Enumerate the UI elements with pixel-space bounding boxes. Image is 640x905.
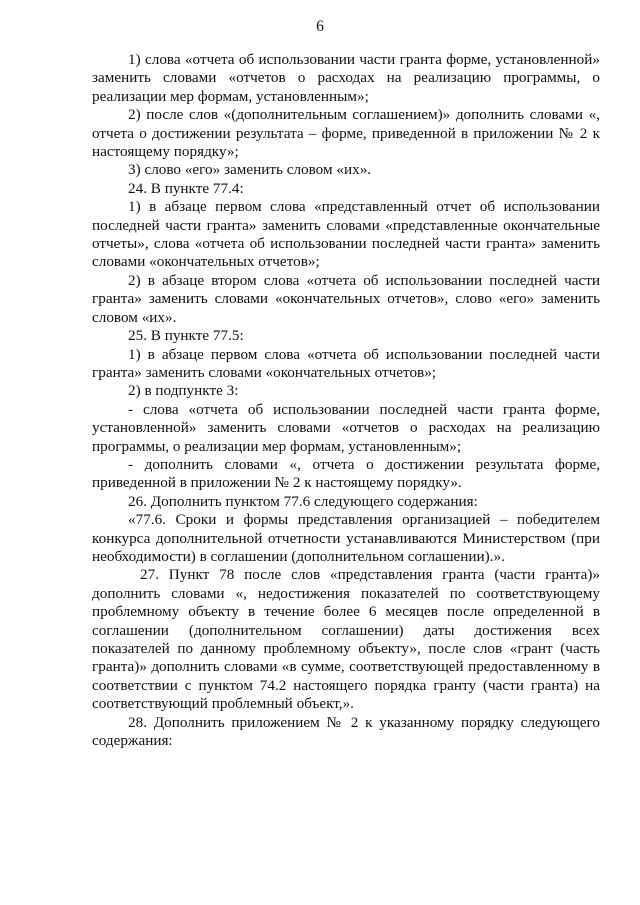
paragraph: 2) в подпункте 3: xyxy=(128,382,239,400)
paragraph: 1) в абзаце первом слова «отчета об использовании последней части гранта» заменить словами «окончательных отчетов»; xyxy=(92,345,600,381)
paragraph: 28. Дополнить приложением № 2 к указанному порядку следующего содержания: xyxy=(92,713,600,750)
paragraph: 26. Дополнить пунктом 77.6 следующего содержания: xyxy=(128,492,478,510)
paragraph: 1) слова «отчета об использовании части гранта форме, установленной» заменить словами «отчетов о расходах на реализацию программы, о реализации мер формам, установленным»; xyxy=(92,51,600,105)
paragraph: 25. В пункте 77.5: xyxy=(128,327,244,345)
document-body xyxy=(92,51,600,750)
paragraph: - дополнить словами «, отчета о достижении результата форме, приведенной в приложении № 2 к настоящему порядку». xyxy=(92,455,600,492)
paragraph: 24. В пункте 77.4: xyxy=(128,179,244,197)
paragraph: 27. Пункт 78 после слов «представления гранта (части гранта)» дополнить словами «, недостижения показателей по соответствующему проблемному объекту в течение более 6 месяцев после определенной в соглашении (дополнительном соглашении) даты достижения всех показателей по данному проблемному объекту», после слов «грант (часть гранта)» дополнить словами «в сумме, соответствующей предоставленному в соответствии с пунктом 74.2 настоящего порядка гранту (части гранта) на соответствующий проблемный объект,». xyxy=(92,566,600,713)
paragraph: - слова «отчета об использовании последней части гранта форме, установленной» заменить словами «отчетов о расходах на реализацию программы, о реализации мер формам, установленным»; xyxy=(92,400,600,455)
paragraph: 1) в абзаце первом слова «представленный отчет об использовании последней части гранта» заменить словами «представленные окончательные отчеты», слова «отчета об использовании последней части гранта» заменить словами «окончательных отчетов»; xyxy=(92,198,600,271)
paragraph: 2) после слов «(дополнительным соглашением)» дополнить словами «, отчета о достижении результата – форме, приведенной в приложении № 2 к настоящему порядку»; xyxy=(92,106,600,161)
paragraph: 2) в абзаце втором слова «отчета об использовании последней части гранта» заменить словами «окончательных отчетов», слово «его» заменить словом «их». xyxy=(92,271,600,326)
paragraph: «77.6. Сроки и формы представления организацией – победителем конкурса дополнительной отчетности устанавливаются Министерством (при необходимости) в соглашении (дополнительном соглашении).». xyxy=(92,511,600,565)
paragraph: 3) слово «его» заменить словом «их». xyxy=(128,161,372,179)
page-number: 6 xyxy=(316,18,324,35)
